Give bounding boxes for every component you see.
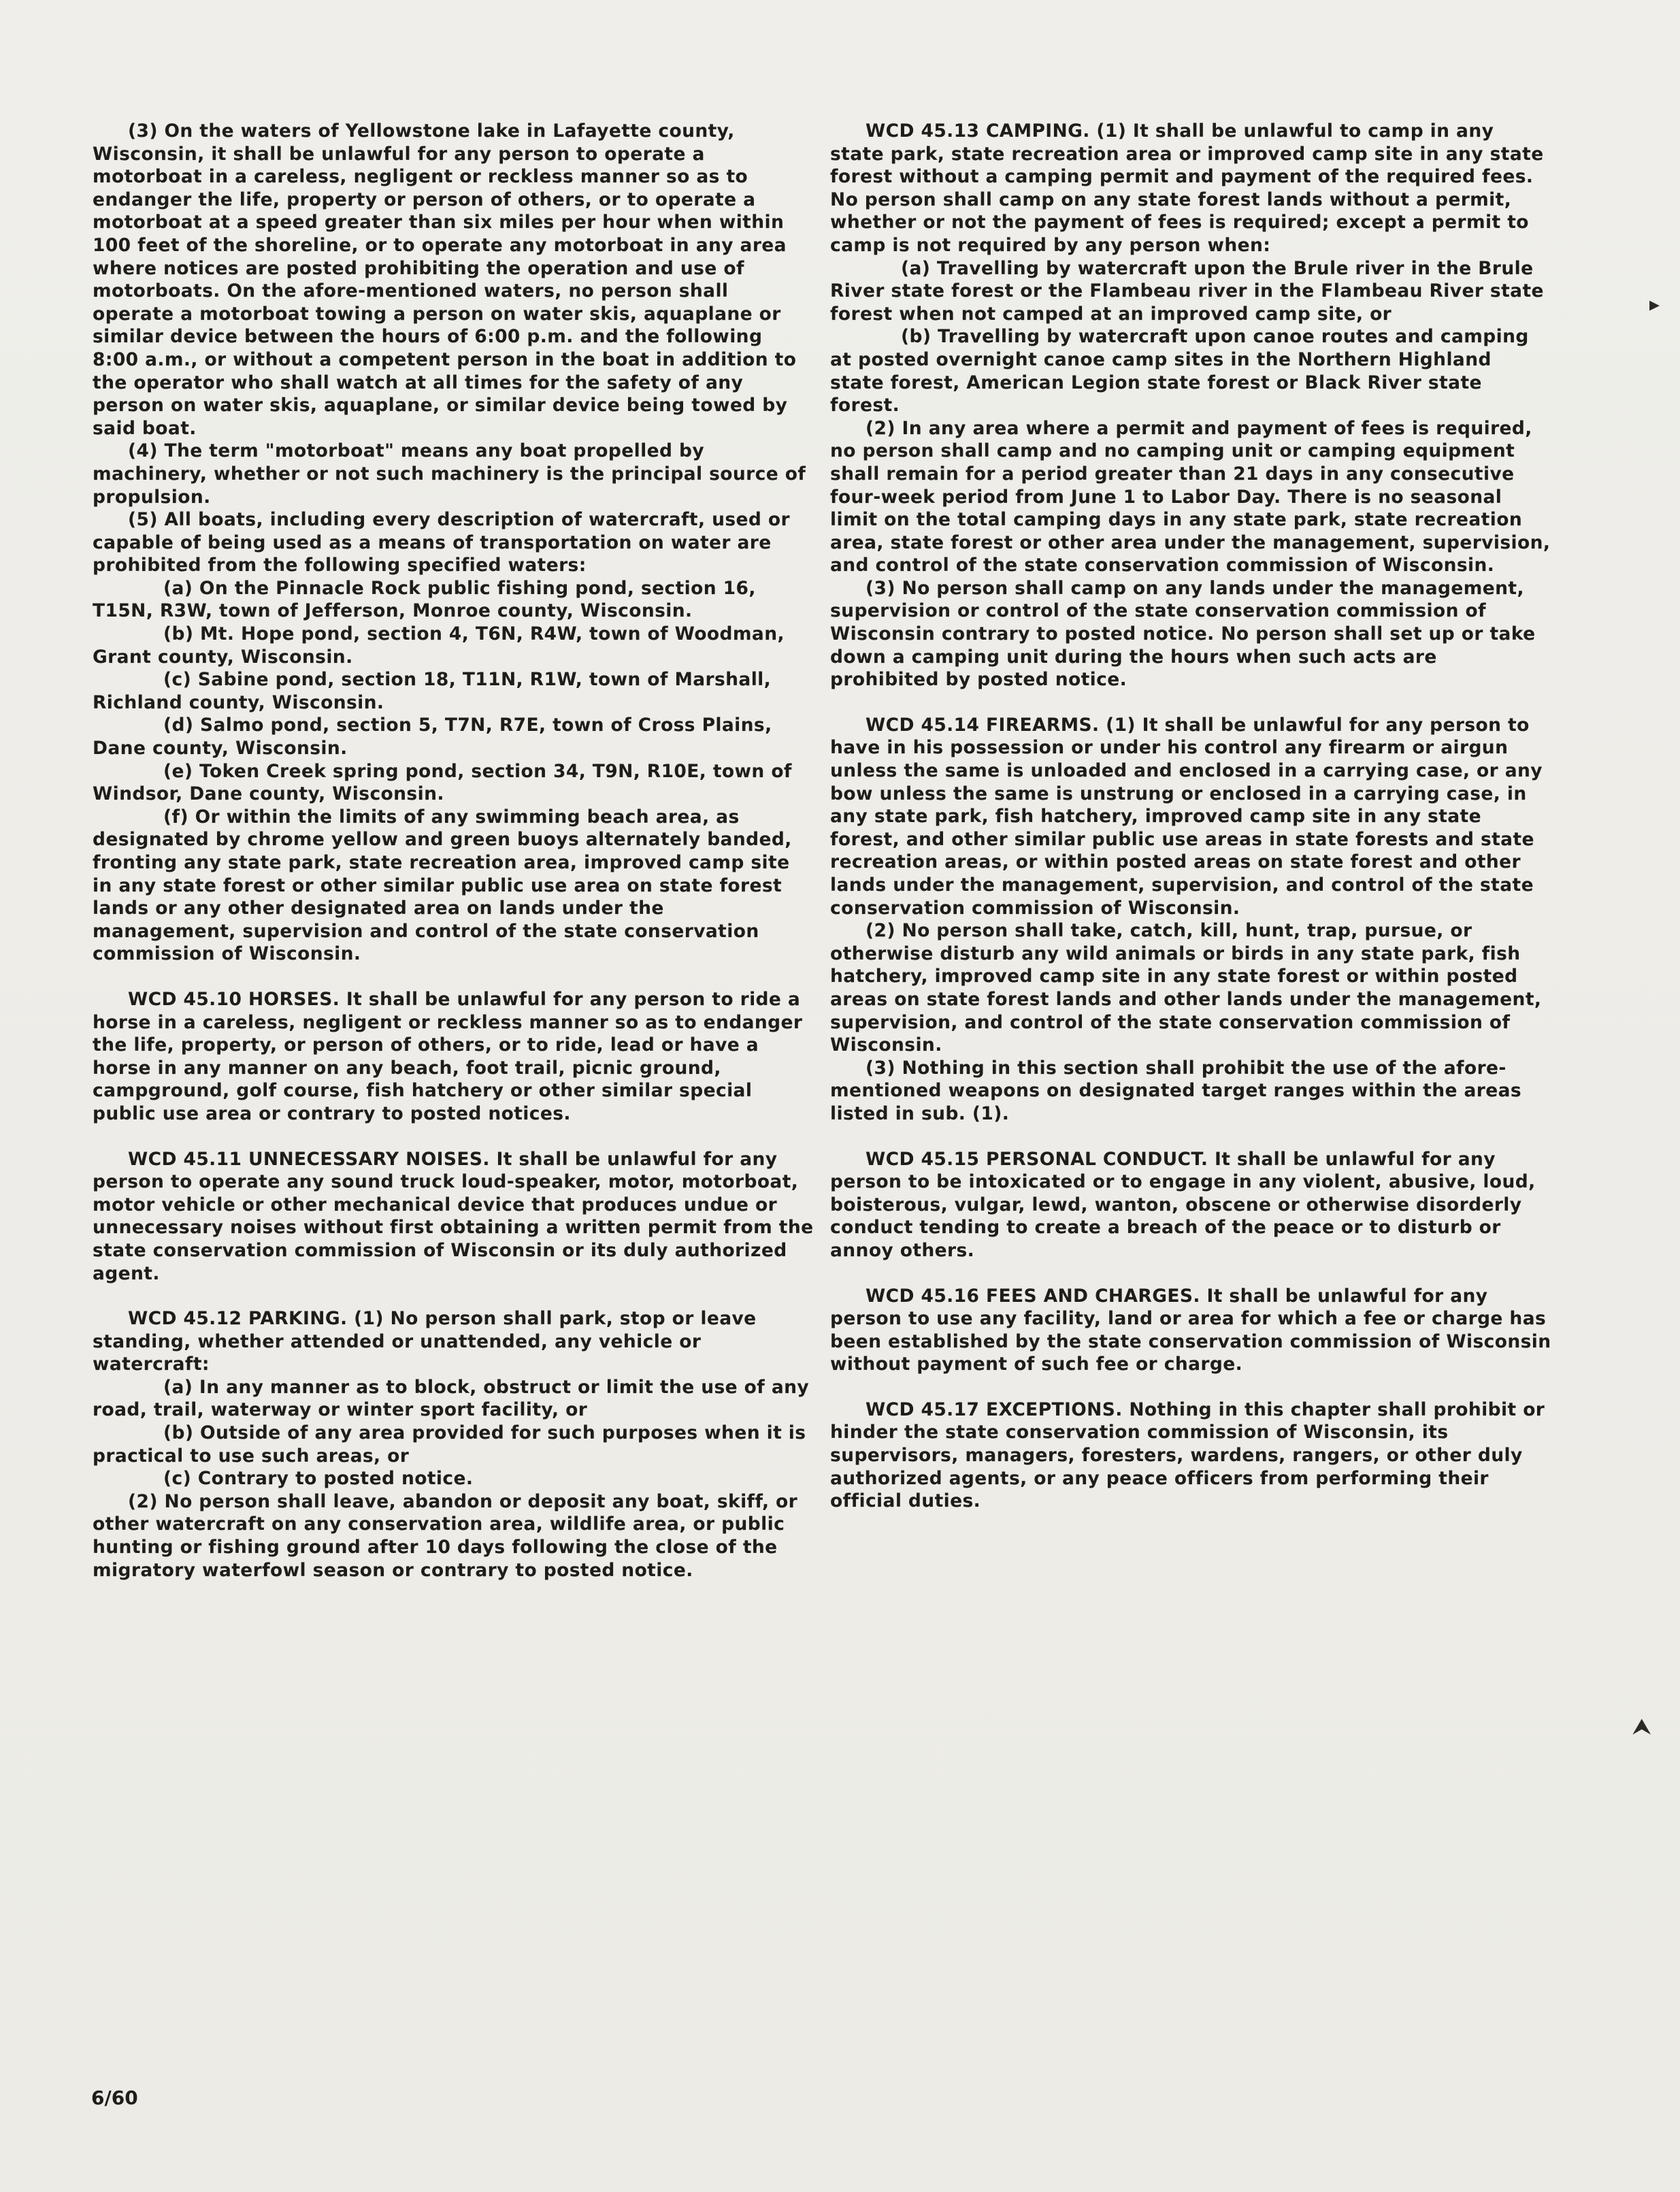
list-item: (a) Travelling by watercraft upon the Brule river in the Brule River state forest or the Flambeau river in the Flambeau River state forest when not camped at an improved camp site, or [830, 257, 1544, 325]
section-firearms: WCD 45.14 FIREARMS. (1) It shall be unlawful for any person to have in his possession or under his control any firearm or airgun unless the same is unloaded and enclosed in a carrying case, or any bow unless the same is unstrung or enclosed in a carrying case, in any state park, fish hatchery, improved camp site in any state forest, and other similar public use areas in state forests and state recreation areas, or within posted areas on state forest and other lands under the management, supervision, and control of the state conservation commission of Wisconsin. [830, 714, 1543, 919]
section-gap [830, 691, 1551, 714]
section-parking: WCD 45.12 PARKING. (1) No person shall park, stop or leave standing, whether attended or unattended, any vehicle or watercraft: [93, 1308, 757, 1375]
section-gap [830, 1376, 1551, 1398]
list-item: (d) Salmo pond, section 5, T7N, R7E, town of Cross Plains, Dane county, Wisconsin. [93, 715, 772, 759]
paragraph: (4) The term "motorboat" means any boat propelled by machinery, whether or not such machinery is the principal source of propulsion. [93, 440, 806, 508]
section-gap [93, 966, 814, 988]
list-item: (a) On the Pinnacle Rock public fishing pond, section 16, T15N, R3W, town of Jefferson, Monroe county, Wisconsin. [93, 577, 756, 622]
left-column [93, 120, 814, 1582]
list-item: (f) Or within the limits of any swimming beach area, as designated by chrome yellow and green buoys alternately banded, fronting any state park, state recreation area, improved camp site in any state forest or other similar public use area on state forest lands or any other designated area on lands under the management, supervision and control of the state conservation commission of Wisconsin. [93, 806, 792, 965]
paragraph: (2) No person shall leave, abandon or deposit any boat, skiff, or other watercraft on any conservation area, wildlife area, or public hunting or fishing ground after 10 days following the close of the migratory waterfowl season or contrary to posted notice. [93, 1490, 798, 1581]
section-unnecessary-noises: WCD 45.11 UNNECESSARY NOISES. It shall be unlawful for any person to operate any sound truck loud-speaker, motor, motorboat, motor vehicle or other mechanical device that produces undue or unnecessary noises without first obtaining a written permit from the state conservation commission of Wisconsin or its duly authorized agent. [93, 1148, 814, 1284]
section-personal-conduct: WCD 45.15 PERSONAL CONDUCT. It shall be unlawful for any person to be intoxicated or to engage in any violent, abusive, loud, boisterous, vulgar, lewd, wanton, obscene or otherwise disorderly conduct tending to create a breach of the peace or to disturb or annoy others. [830, 1148, 1536, 1261]
section-horses: WCD 45.10 HORSES. It shall be unlawful for any person to ride a horse in a careless, negligent or reckless manner so as to endanger the life, property, or person of others, or to ride, lead or have a horse in any manner on any beach, foot trail, picnic ground, campground, golf course, fish hatchery or other similar special public use area or contrary to posted notices. [93, 988, 803, 1124]
paragraph: (5) All boats, including every description of watercraft, used or capable of being used as a means of transportation on water are prohibited from the following specified waters: [93, 509, 790, 576]
section-gap [830, 1126, 1551, 1148]
section-gap [830, 1262, 1551, 1285]
list-item: (e) Token Creek spring pond, section 34, T9N, R10E, town of Windsor, Dane county, Wisconsin. [93, 760, 792, 805]
paragraph: (3) On the waters of Yellowstone lake in Lafayette county, Wisconsin, it shall be unlawful for any person to operate a motorboat in a careless, negligent or reckless manner so as to endanger the life, property or person of others, or to operate a motorboat at a speed greater than six miles per hour when within 100 feet of the shoreline, or to operate any motorboat in any area where notices are posted prohibiting the operation and use of motorboats. On the afore-mentioned waters, no person shall operate a motorboat towing a person on water skis, aquaplane or similar device between the hours of 6:00 p.m. and the following 8:00 a.m., or without a competent person in the boat in addition to the operator who shall watch at all times for the safety of any person on water skis, aquaplane, or similar device being towed by said boat. [93, 120, 797, 439]
list-item: (b) Mt. Hope pond, section 4, T6N, R4W, town of Woodman, Grant county, Wisconsin. [93, 623, 785, 668]
list-item: (c) Contrary to posted notice. [163, 1468, 474, 1490]
section-fees-and-charges: WCD 45.16 FEES AND CHARGES. It shall be unlawful for any person to use any facility, land or area for which a fee or charge has been established by the state conservation commission of Wisconsin without payment of such fee or charge. [830, 1285, 1551, 1375]
margin-mark: ⮝ [1633, 1715, 1651, 1739]
list-item: (a) In any manner as to block, obstruct or limit the use of any road, trail, waterway or winter sport facility, or [93, 1376, 810, 1421]
right-column [830, 120, 1551, 1513]
paragraph: (3) Nothing in this section shall prohibit the use of the afore-mentioned weapons on designated target ranges within the areas listed in sub. (1). [830, 1057, 1522, 1124]
section-gap [93, 1285, 814, 1307]
margin-mark: ▸ [1649, 293, 1660, 316]
paragraph: (3) No person shall camp on any lands under the management, supervision or control of the state conservation commission of Wisconsin contrary to posted notice. No person shall set up or take down a camping unit during the hours when such acts are prohibited by posted notice. [830, 577, 1536, 691]
section-exceptions: WCD 45.17 EXCEPTIONS. Nothing in this chapter shall prohibit or hinder the state conservation commission of Wisconsin, its supervisors, managers, foresters, wardens, rangers, or other duly authorized agents, or any peace officers from performing their official duties. [830, 1398, 1545, 1512]
section-gap [93, 1126, 814, 1148]
section-camping: WCD 45.13 CAMPING. (1) It shall be unlawful to camp in any state park, state recreation area or improved camp site in any state forest without a camping permit and payment of the required fees. No person shall camp on any state forest lands without a permit, whether or not the payment of fees is required; except a permit to camp is not required by any person when: [830, 120, 1544, 256]
list-item: (c) Sabine pond, section 18, T11N, R1W, town of Marshall, Richland county, Wisconsin. [93, 669, 772, 713]
paragraph: (2) No person shall take, catch, kill, hunt, trap, pursue, or otherwise disturb any wild animals or birds in any state park, fish hatchery, improved camp site in any state forest or within posted areas on state forest lands and other lands under the management, supervision, and control of the state conservation commission of Wisconsin. [830, 920, 1542, 1056]
list-item: (b) Travelling by watercraft upon canoe routes and camping at posted overnight canoe camp sites in the Northern Highland state forest, American Legion state forest or Black River state forest. [830, 326, 1529, 416]
paragraph: (2) In any area where a permit and payment of fees is required, no person shall camp and no camping unit or camping equipment shall remain for a period greater than 21 days in any consecutive four-week period from June 1 to Labor Day. There is no seasonal limit on the total camping days in any state park, state recreation area, state forest or other area under the management, supervision, and control of the state conservation commission of Wisconsin. [830, 417, 1551, 576]
page-date: 6/60 [91, 2087, 138, 2109]
list-item: (b) Outside of any area provided for such purposes when it is practical to use such areas, or [93, 1422, 806, 1467]
